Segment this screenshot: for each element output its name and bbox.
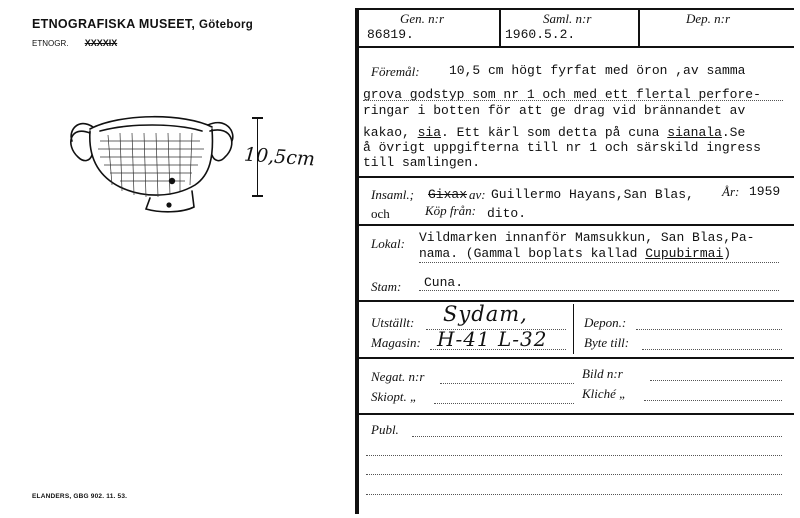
byte-label: Byte till: — [584, 335, 630, 350]
etnogr-line — [32, 38, 117, 48]
foremal-line-3: ringar i botten för att ge drag vid brännandet av — [363, 103, 746, 118]
foremal-line-5: å övrigt uppgifterna till nr 1 och särskild ingress — [363, 140, 761, 155]
word-sianala: sianala — [667, 125, 722, 140]
foremal-line-4-c: . Ett kärl som detta på cuna — [441, 125, 668, 140]
etnogr-label: ETNOGR. — [32, 39, 69, 48]
depon-dots — [636, 329, 782, 330]
year-value: 1959 — [749, 184, 781, 199]
museum-heading — [32, 17, 253, 31]
card-divider — [355, 8, 359, 514]
header-sep-1 — [499, 8, 501, 46]
magasin-dots — [430, 349, 566, 350]
foremal-line-4-e: .Se — [721, 125, 746, 140]
lokal-line-2-c: ) — [723, 246, 732, 261]
magasin-label: Magasin: — [371, 335, 421, 350]
av-label: av: — [469, 187, 486, 202]
gen-label: Gen. n:r — [400, 11, 445, 26]
collector-value: Guillermo Hayans,San Blas, — [491, 187, 694, 202]
dep-label: Dep. n:r — [686, 11, 731, 26]
etnogr-value: XXXXIX — [84, 38, 118, 48]
height-marker-top — [252, 117, 263, 119]
utstallt-label: Utställt: — [371, 315, 415, 330]
insaml-label: Insaml.; — [371, 187, 414, 202]
publ-dots-2 — [366, 455, 782, 456]
publ-dots-4 — [366, 494, 782, 495]
fran-label: Köp från: — [425, 203, 476, 218]
header-bottom-rule — [356, 46, 794, 48]
foremal-bottom-rule — [356, 176, 794, 178]
height-note: 10,5cm — [243, 143, 316, 171]
kliche-label: Kliché „ — [582, 386, 627, 401]
saml-value: 1960.5.2. — [505, 27, 576, 42]
foremal-line-2: grova godstyp som nr 1 och med ett flertal perfore- — [363, 87, 761, 102]
insaml-struck: Gixax — [428, 187, 468, 202]
utstallt-value: Sydam, — [443, 302, 528, 326]
museum-name: ETNOGRAFISKA MUSEET, — [32, 17, 196, 31]
saml-label: Saml. n:r — [543, 11, 592, 26]
magasin-value: H-41 L-32 — [437, 327, 548, 351]
foremal-line-4-a: kakao, — [363, 125, 418, 140]
lokal-line-2-a: nama. (Gammal boplats kallad — [419, 246, 646, 261]
insaml-bottom-rule — [356, 224, 794, 226]
depon-label: Depon.: — [584, 315, 627, 330]
byte-dots — [642, 349, 782, 350]
fran-value: dito. — [487, 206, 527, 221]
foremal-dots — [363, 100, 783, 101]
foremal-line-6: till samlingen. — [363, 155, 481, 170]
year-label: År: — [722, 184, 740, 199]
site-name: Cupubirmai — [645, 246, 724, 261]
lokal-dots — [419, 262, 779, 263]
negat-dots — [440, 383, 574, 384]
stam-label: Stam: — [371, 279, 402, 294]
printer-imprint: ELANDERS, GBG 902. 11. 53. — [32, 493, 128, 500]
lokal-line-1: Vildmarken innanför Mamsukkun, San Blas,Pa- — [419, 230, 755, 245]
bild-label: Bild n:r — [582, 366, 623, 381]
header-sep-2 — [638, 8, 640, 46]
height-marker-bottom — [252, 195, 263, 197]
photo-bottom-rule — [356, 413, 794, 415]
stam-dots — [419, 290, 779, 291]
kliche-dots — [644, 400, 782, 401]
gen-value: 86819. — [367, 27, 414, 42]
storage-sep — [573, 304, 574, 354]
lokal-label: Lokal: — [371, 236, 405, 251]
foremal-label: Föremål: — [371, 64, 420, 79]
skiopt-label: Skiopt. „ — [371, 389, 418, 404]
publ-dots-3 — [366, 474, 782, 475]
lokal-line-2 — [419, 246, 731, 261]
publ-dots-1 — [412, 436, 782, 437]
skiopt-dots — [434, 403, 574, 404]
foremal-line-1: 10,5 cm högt fyrfat med öron ,av samma — [449, 63, 746, 78]
foremal-line-4 — [363, 125, 745, 140]
och-label: och — [371, 206, 390, 221]
museum-city: Göteborg — [198, 19, 254, 31]
word-sia: sia — [417, 125, 442, 140]
bild-dots — [650, 380, 782, 381]
publ-label: Publ. — [371, 422, 399, 437]
vessel-sketch — [60, 105, 260, 220]
header-top-rule — [356, 8, 794, 10]
storage-bottom-rule — [356, 357, 794, 359]
stam-value: Cuna. — [424, 275, 464, 290]
negat-label: Negat. n:r — [371, 369, 425, 384]
stam-bottom-rule — [356, 300, 794, 302]
utstallt-dots — [426, 329, 566, 330]
